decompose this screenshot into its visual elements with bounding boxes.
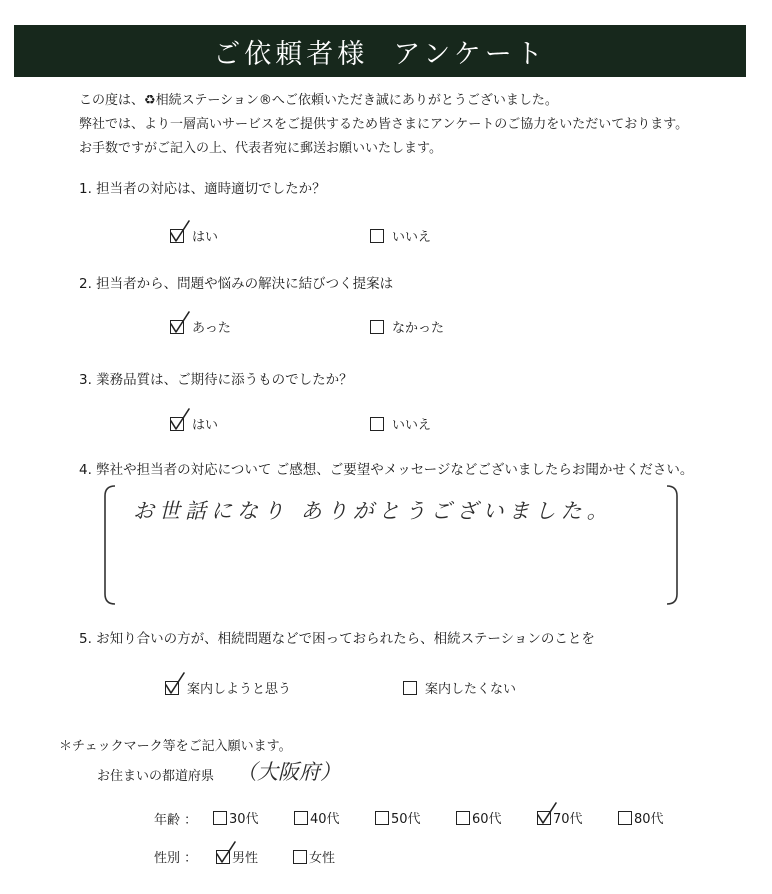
- intro-line: 弊社では、より一層高いサービスをご提供するため皆さまにアンケートのご協力をいただいております。: [79, 117, 689, 132]
- gender-option-male[interactable]: [216, 847, 258, 866]
- checkbox[interactable]: [370, 320, 384, 334]
- intro-line: お手数ですがご記入の上、代表者宛に郵送お願いいたします。: [79, 141, 442, 156]
- checkbox[interactable]: [456, 811, 470, 825]
- checkbox[interactable]: [403, 681, 417, 695]
- question-5-title: 5. お知り合いの方が、相続問題などで困っておられたら、相続ステーションのことを: [79, 631, 595, 647]
- checkbox[interactable]: [537, 811, 551, 825]
- intro-text: [79, 89, 688, 161]
- checkbox[interactable]: [293, 850, 307, 864]
- q3-option-yes[interactable]: [170, 414, 218, 433]
- option-label: 40代: [310, 812, 340, 827]
- checkbox[interactable]: [370, 229, 384, 243]
- q2-option-no[interactable]: [370, 317, 444, 336]
- q2-option-yes[interactable]: [170, 317, 231, 336]
- checkmark-icon: [169, 311, 191, 335]
- gender-option-female[interactable]: [293, 847, 335, 866]
- checkmark-icon: [215, 841, 237, 865]
- comment-box[interactable]: [103, 483, 679, 607]
- option-label: はい: [192, 230, 219, 245]
- age-option-80s[interactable]: [618, 808, 664, 827]
- option-label: 60代: [472, 812, 502, 827]
- option-label: 案内しようと思う: [187, 682, 292, 697]
- q5-option-no[interactable]: [403, 678, 516, 697]
- age-option-60s[interactable]: [456, 808, 502, 827]
- intro-line: この度は、♻相続ステーション®へご依頼いただき誠にありがとうございました。: [79, 93, 558, 108]
- checkbox[interactable]: [170, 229, 184, 243]
- question-2-title: 2. 担当者から、問題や悩みの解決に結びつく提案は: [79, 276, 394, 292]
- checkbox[interactable]: [375, 811, 389, 825]
- question-4-title: 4. 弊社や担当者の対応について ご感想、ご要望やメッセージなどございましたらお聞かせください。: [79, 462, 694, 478]
- checkbox[interactable]: [216, 850, 230, 864]
- q5-option-yes[interactable]: [165, 678, 291, 697]
- option-label: 30代: [229, 812, 259, 827]
- question-3-title: 3. 業務品質は、ご期待に添うものでしたか？: [79, 372, 353, 388]
- checkbox[interactable]: [213, 811, 227, 825]
- option-label: 70代: [553, 812, 583, 827]
- option-label: 女性: [309, 851, 336, 866]
- checkbox[interactable]: [170, 417, 184, 431]
- checkbox[interactable]: [618, 811, 632, 825]
- checkmark-icon: [536, 802, 558, 826]
- instruction-note: ＊チェックマーク等をご記入願います。: [59, 739, 292, 754]
- age-option-50s[interactable]: [375, 808, 421, 827]
- checkmark-icon: [169, 408, 191, 432]
- checkbox[interactable]: [170, 320, 184, 334]
- handwritten-comment: お世話になり ありがとうございました。: [133, 499, 613, 523]
- option-label: はい: [192, 418, 219, 433]
- title-banner: [14, 25, 746, 77]
- question-1-title: 1. 担当者の対応は、適時適切でしたか？: [79, 181, 326, 197]
- option-label: なかった: [392, 321, 445, 336]
- checkbox[interactable]: [294, 811, 308, 825]
- age-option-70s[interactable]: [537, 808, 583, 827]
- q3-option-no[interactable]: [370, 414, 431, 433]
- q1-option-yes[interactable]: [170, 226, 218, 245]
- checkbox[interactable]: [165, 681, 179, 695]
- age-label: 年齢 ：: [154, 813, 198, 828]
- gender-label: 性別 ：: [154, 851, 198, 866]
- option-label: 50代: [391, 812, 421, 827]
- age-option-40s[interactable]: [294, 808, 340, 827]
- option-label: 80代: [634, 812, 664, 827]
- checkmark-icon: [164, 672, 186, 696]
- option-label: いいえ: [392, 418, 432, 433]
- age-option-30s[interactable]: [213, 808, 259, 827]
- option-label: 男性: [232, 851, 259, 866]
- option-label: あった: [192, 321, 231, 336]
- survey-title: ご依頼者様 アンケート: [213, 38, 547, 70]
- checkbox[interactable]: [370, 417, 384, 431]
- prefecture-label: お住まいの都道府県: [97, 769, 215, 784]
- checkmark-icon: [169, 220, 191, 244]
- q1-option-no[interactable]: [370, 226, 431, 245]
- option-label: いいえ: [392, 230, 432, 245]
- prefecture-value[interactable]: （大阪府）: [236, 760, 341, 784]
- option-label: 案内したくない: [425, 682, 517, 697]
